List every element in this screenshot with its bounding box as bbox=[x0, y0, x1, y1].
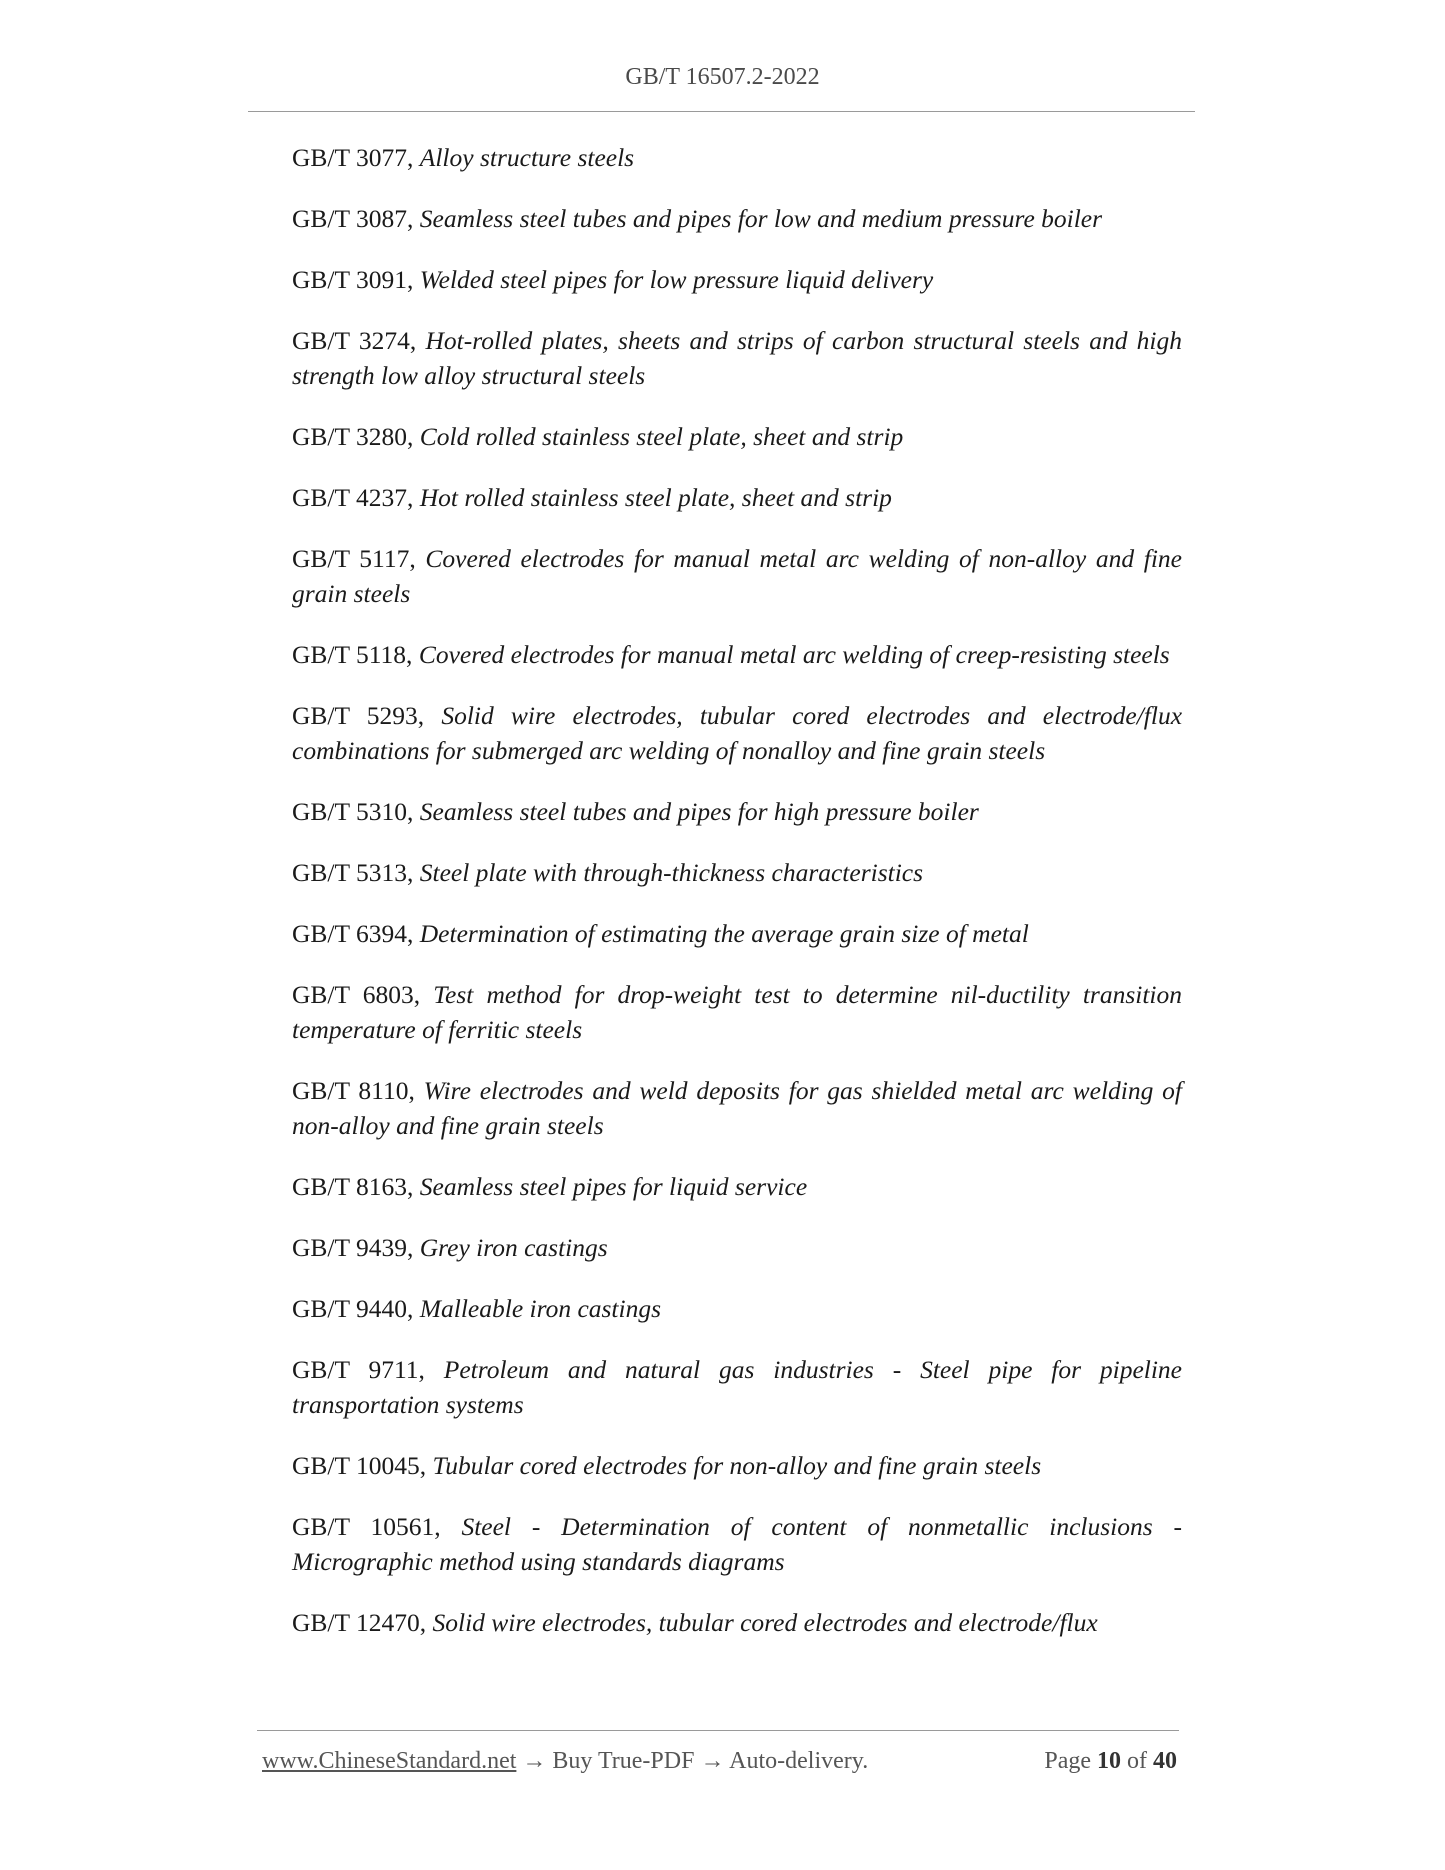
reference-item bbox=[292, 698, 1182, 768]
reference-item bbox=[292, 794, 1182, 829]
page-label: Page bbox=[1044, 1748, 1091, 1774]
reference-title: Malleable iron castings bbox=[419, 1294, 662, 1323]
reference-item bbox=[292, 140, 1182, 175]
reference-title: Determination of estimating the average grain size of metal bbox=[419, 919, 1029, 948]
reference-title: Covered electrodes for manual metal arc welding of creep-resisting steels bbox=[418, 640, 1170, 669]
reference-title: Solid wire electrodes, tubular cored electrodes and electrode/flux bbox=[432, 1608, 1098, 1637]
reference-title: Covered electrodes for manual metal arc welding of non-alloy and fine grain steels bbox=[292, 544, 1183, 608]
reference-title: Seamless steel pipes for liquid service bbox=[419, 1172, 808, 1201]
reference-item bbox=[292, 1230, 1182, 1265]
reference-title: Test method for drop-weight test to determine nil-ductility transition temperature of ferritic steels bbox=[292, 980, 1182, 1044]
reference-item bbox=[292, 1605, 1182, 1640]
reference-title: Steel plate with through-thickness characteristics bbox=[419, 858, 924, 887]
reference-item bbox=[292, 1291, 1182, 1326]
reference-title: Solid wire electrodes, tubular cored electrodes and electrode/flux combinations for submerged arc welding of nonalloy and fine grain steels bbox=[292, 701, 1183, 765]
page-total: 40 bbox=[1153, 1748, 1177, 1774]
reference-item bbox=[292, 855, 1182, 890]
header-divider bbox=[248, 111, 1195, 112]
reference-code: GB/T 6394, bbox=[292, 919, 414, 948]
reference-code: GB/T 12470, bbox=[292, 1608, 427, 1637]
reference-title: Alloy structure steels bbox=[419, 143, 635, 172]
arrow-right-icon: → bbox=[522, 1748, 547, 1774]
buy-pdf-text: Buy True-PDF bbox=[552, 1748, 695, 1774]
reference-code: GB/T 5313, bbox=[292, 858, 414, 887]
reference-code: GB/T 5118, bbox=[292, 640, 413, 669]
reference-item bbox=[292, 541, 1182, 611]
of-label: of bbox=[1127, 1748, 1147, 1774]
page-number: 10 bbox=[1097, 1748, 1121, 1774]
reference-title: Cold rolled stainless steel plate, sheet and strip bbox=[419, 422, 904, 451]
reference-code: GB/T 9711, bbox=[292, 1355, 425, 1384]
reference-title: Tubular cored electrodes for non-alloy and fine grain steels bbox=[432, 1451, 1042, 1480]
reference-item bbox=[292, 1169, 1182, 1204]
reference-item bbox=[292, 916, 1182, 951]
reference-item bbox=[292, 1073, 1182, 1143]
reference-code: GB/T 8163, bbox=[292, 1172, 414, 1201]
reference-code: GB/T 5117, bbox=[292, 544, 416, 573]
reference-item bbox=[292, 262, 1182, 297]
reference-code: GB/T 10561, bbox=[292, 1512, 441, 1541]
reference-title: Petroleum and natural gas industries - Steel pipe for pipeline transportation systems bbox=[292, 1355, 1182, 1419]
reference-title: Steel - Determination of content of nonmetallic inclusions - Micrographic method using standards diagrams bbox=[292, 1512, 1182, 1576]
page-counter bbox=[1044, 1748, 1177, 1775]
reference-title: Seamless steel tubes and pipes for high pressure boiler bbox=[419, 797, 979, 826]
page-header-title: GB/T 16507.2-2022 bbox=[625, 64, 820, 90]
reference-item bbox=[292, 323, 1182, 393]
reference-title: Seamless steel tubes and pipes for low and medium pressure boiler bbox=[419, 204, 1103, 233]
reference-code: GB/T 9439, bbox=[292, 1233, 414, 1262]
reference-item bbox=[292, 419, 1182, 454]
arrow-right-icon: → bbox=[700, 1748, 725, 1774]
reference-item bbox=[292, 977, 1182, 1047]
reference-code: GB/T 5310, bbox=[292, 797, 414, 826]
site-link[interactable]: www.ChineseStandard.net bbox=[262, 1748, 517, 1774]
reference-title: Hot rolled stainless steel plate, sheet and strip bbox=[419, 483, 892, 512]
reference-title: Hot-rolled plates, sheets and strips of carbon structural steels and high strength low alloy structural steels bbox=[292, 326, 1183, 390]
reference-title: Grey iron castings bbox=[419, 1233, 608, 1262]
reference-item bbox=[292, 637, 1182, 672]
reference-item bbox=[292, 1448, 1182, 1483]
reference-code: GB/T 3077, bbox=[292, 143, 414, 172]
reference-code: GB/T 10045, bbox=[292, 1451, 427, 1480]
reference-title: Wire electrodes and weld deposits for gas shielded metal arc welding of non-alloy and fine grain steels bbox=[292, 1076, 1182, 1140]
reference-code: GB/T 3274, bbox=[292, 326, 417, 355]
reference-code: GB/T 6803, bbox=[292, 980, 421, 1009]
reference-list bbox=[292, 140, 1182, 1666]
reference-code: GB/T 9440, bbox=[292, 1294, 414, 1323]
reference-code: GB/T 4237, bbox=[292, 483, 414, 512]
delivery-text: Auto-delivery. bbox=[729, 1748, 869, 1774]
reference-item bbox=[292, 1509, 1182, 1579]
reference-item bbox=[292, 201, 1182, 236]
footer-divider bbox=[257, 1730, 1179, 1731]
reference-code: GB/T 3091, bbox=[292, 265, 414, 294]
reference-item bbox=[292, 1352, 1182, 1422]
reference-code: GB/T 3087, bbox=[292, 204, 414, 233]
footer-promo bbox=[262, 1748, 868, 1775]
reference-code: GB/T 8110, bbox=[292, 1076, 415, 1105]
reference-title: Welded steel pipes for low pressure liquid delivery bbox=[419, 265, 934, 294]
reference-code: GB/T 5293, bbox=[292, 701, 425, 730]
reference-code: GB/T 3280, bbox=[292, 422, 414, 451]
reference-item bbox=[292, 480, 1182, 515]
